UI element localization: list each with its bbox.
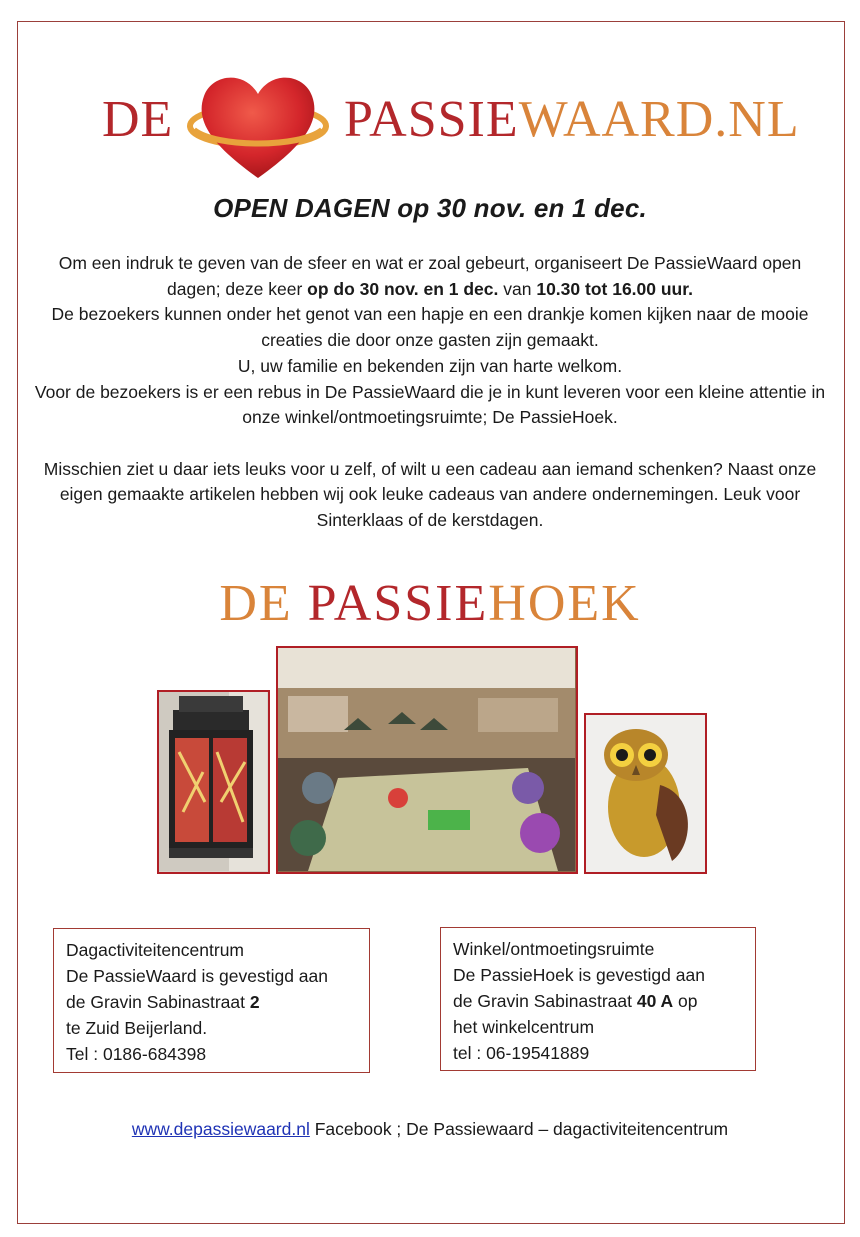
lantern-photo [157,690,270,874]
website-link[interactable]: www.depassiewaard.nl [131,1119,310,1139]
intro-paragraph-3: U, uw familie en bekenden zijn van harte welkom. [237,355,623,376]
right-street: de Gravin Sabinastraat [453,991,637,1011]
heart-icon [186,68,330,184]
right-street-suffix: op [673,991,698,1011]
logo-word-de: DE [102,91,174,148]
left-box-phone: Tel : 0186-684398 [66,1044,207,1064]
hoek-logo-hoek: HOEK [488,575,641,632]
passiewaard-logo [0,62,860,180]
right-house-number: 40 A [636,991,674,1011]
intro-dates: op do 30 nov. en 1 dec. [307,278,499,299]
intro-times: 10.30 tot 16.00 uur. [536,278,693,299]
right-box-line-3 [453,988,755,1014]
workshop-photo [276,646,578,874]
intro-paragraph-5: Misschien ziet u daar iets leuks voor u zelf, of wilt u een cadeau aan iemand schenken? Naast onze eigen gemaakte artikelen hebben wij ook leuke cadeaus van andere ondernemingen. Leuk voor Sinterklaas of de kerstdagen. [43,458,817,531]
page-title: OPEN DAGEN op 30 nov. en 1 dec. [213,193,647,223]
left-box-line-1: Dagactiviteitencentrum [66,940,244,960]
intro-paragraph-2: De bezoekers kunnen onder het genot van een hapje en een drankje komen kijken naar de mooie creaties die door onze gasten zijn gemaakt. [51,304,809,351]
right-box-line-1: Winkel/ontmoetingsruimte [453,939,655,959]
passiehoek-address-box [440,927,756,1071]
left-street: de Gravin Sabinastraat [66,992,250,1012]
footer-facebook-text: Facebook ; De Passiewaard – dagactiviteitencentrum [309,1119,729,1139]
intro-paragraph-1 [30,251,830,302]
left-box-line-3 [66,989,369,1015]
owl-mosaic-photo [584,713,707,874]
passiewaard-address-box [53,928,370,1073]
left-house-number: 2 [249,992,260,1012]
passiehoek-logo [0,574,860,634]
intro-text [30,251,830,534]
logo-passie: PASSIE [344,91,519,148]
logo-waard-nl: WAARD.NL [518,91,800,148]
left-box-line-2: De PassieWaard is gevestigd aan [66,966,328,986]
left-box-line-4: te Zuid Beijerland. [66,1018,208,1038]
right-box-line-2: De PassieHoek is gevestigd aan [453,965,705,985]
footer [0,1119,860,1140]
logo-word-passiewaard [344,90,800,150]
intro-p1-text: Om een indruk te geven van de sfeer en wat er zoal gebeurt, organiseert De PassieWaard open dagen; deze keer [58,253,802,299]
right-box-line-4: het winkelcentrum [453,1017,595,1037]
right-box-phone: tel : 06-19541889 [453,1043,590,1063]
intro-paragraph-4: Voor de bezoekers is er een rebus in De PassieWaard die je in kunt leveren voor een kleine attentie in onze winkel/ontmoetingsruimte; De PassieHoek. [34,381,826,428]
hoek-logo-passie: PASSIE [307,575,489,632]
hoek-logo-de: DE [219,575,308,632]
intro-p1-text-2: van [498,278,537,299]
